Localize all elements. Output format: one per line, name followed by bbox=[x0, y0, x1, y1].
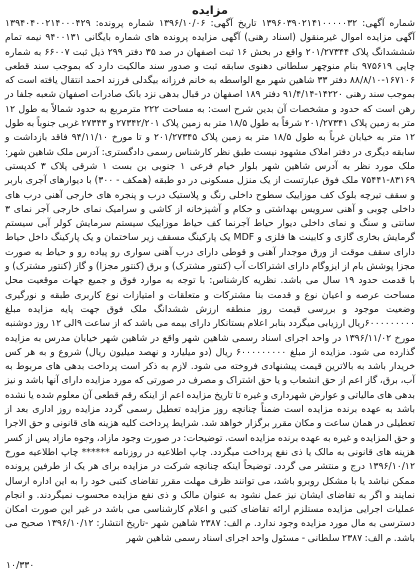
notice-title: مزایده bbox=[192, 3, 228, 17]
notice-body: شماره آگهی: ۱۳۹۶۰۳۹۰۲۱۴۱۰۰۰۰۰۳۲ تاریخ آگهی: ۱۳۹۶/۱۰/۰۶ شماره پرونده: ۱۳۹۴۰۴۰۰۲۱۴۰۰۰۴۲۹ آگهی مزایده اموال غیرمنقول (اسناد رهنی) آگهی مزایده پرونده های شماره بایگانی ۹۴۰۰۱۳۱ نیمه تمام شششدانگ پلاک ۲۰۱/۲۷۳۴۴ واقع در بخش ۱۶ ثبت اصفهان در صد ۳۵ دفتر ۲۹۹ ذیل ثبت ۶۶۰۰۷ به شماره چاپی ۹۷۵۶۱۹ بنام منوچهر سلطانی دهنوی سابقه ثبت و صدور سند مالکیت دارد که بموجب سند قطعی ۱۶۷۱۰۶-۸۸/۸/۱۰ دفتر ۳۳ شاهین شهر مع الواسطه به خانم فرزانه بیگدلی فرزند احمد انتقال یافته است که بموجب سند رهنی ۱۴۲۲۰-۹۱/۴/۱۴ دفتر ۱۸۹ اصفهان در قبال بدهی نزد بانک صادرات اصفهان شعبه جلفا در رهن است که حدود و مشخصات آن بدین شرح است: به مساحت ۲۲۲ مترمربع به حدود شمالاً به طول ۱۲ متر به زمین پلاک ۲۰۱/۲۷۳۴۱ شرقاً به طول ۱۸/۵ متر به زمین پلاک ۲۷۳۴۲/۲۰۱ و ۲۷۳۴۳ غربی جنوباً به طول ۱۲ متر به خیابان غرباً به طول ۱۸/۵ متر به زمین پلاک ۲۰۱/۲۷۳۴۵ و تا مورخ ۹۴/۱۱/۱۰ فاقد بازداشت و سابقه دیگری در دفتر املاک مشهود نیست طبق نظر کارشناس رسمی دادگستری: آدرس ملک شاهین شهر: ملک مورد نظر به آدرس شاهین شهر بلوار خیام فرعی ۱ جنوبی بن بست ۱ شرقی پلاک ۳ کدپستی ۸۳۱۶۹-۷۵۴۴۱ ملک فوق عبارتست از یک منزل مسکونی در دو طبقه (همکف - ۳۰۰) با دیوارهای آجری باربر و سقف تیرچه بلوک کف موزاییک سطوح داخلی رنگ و پلاستیک درب و پنجره های خارجی آهنی درب های داخلی چوبی و آهنی سرویس بهداشتی و حکام و آشپزخانه از کاشی و سرامیک نمای خارجی آجر نمای ۳ سانتی و سنگ و نمای داخلی دیوار حیاط آجرنما کف حیاط موزاییک سیستم سرمایش کولر آبی سیستم گرمایش بخاری گازی و کابینت ها فلزی و MDF یک پارکینگ مسقف زیر ساختمان و یک پارکینگ داخل حیاط دارای سقف موقت از ورق موجدار آهنی و قوطی دارای درب آهنی سواری رو پیاده رو و حیاط به صورت مجزا پوشش بام از ایزوگام دارای اشتراکات آب (کنتور مشترک) و برق (کنتور مجزا) و گاز (کنتور مشترک) و با قدمت حدود ۱۹ سال می باشد. نظریه کارشناس: با توجه به موارد فوق و جمیع جهات موقعیت محل مساحت عرصه و اعیان نوع و قدمت بنا مشترکات و متعلقات و امتیازات نوع کاربری طبقه و نورگیری وضعیت موجود و بررسی قیمت روز منطقه ارزش ششدانگ ملک فوق جهت پایه مزایده مبلغ ۶۰۰۰۰۰۰۰۰۰ریال ارزیابی میگردد بنابر اعلام بستانکار دارای بیمه می باشد که از ساعت ۹الی ۱۲ روز دوشنبه مورخ ۱۳۹۶/۱۱/۰۲ در واحد اجرای اسناد رسمی شاهین شهر واقع در شاهین شهر خیابان مدرس به مزایده گذارده می شود. مزایده از مبلغ ۶۰۰۰۰۰۰۰۰۰ ریال (دو میلیارد و نهصد میلیون ریال) شروع و به هر کس خریدار باشد به بالاترین قیمت پیشنهادی فروخته می شود. لازم به ذکر است پرداخت بدهی های مربوط به آب، برق، گاز اعم از حق انشعاب و یا حق اشتراک و مصرف در صورتی که مورد مزایده دارای آنها باشد و نیز بدهی های مالیاتی و عوارض شهرداری و غیره تا تاریخ مزایده اعم از اینکه رقم قطعی آن معلوم شده یا نشده باشد به عهده برنده مزایده است ضمناً چنانچه روز مزایده تعطیل رسمی گردد مزایده روز اداری بعد از تعطیلی در همان ساعت و مکان مقرر برگزار خواهد شد. شرایط پرداخت کلیه هزینه های قانونی و حق الاجرا و حق المزایده و غیره به عهده برنده مزایده است. توضیحات: در صورت وجود مازاد، وجوه مازاد پس از کسر هزینه های قانونی به مالک یا ذی نفع پرداخت میگردد. چاپ اطلاعیه در روزنامه ****** چاپ اطلاعیه مورخ ۱۳۹۶/۱۰/۱۲ درج و منتشر می گردد. توضیحاً اینکه چنانچه شرکت در مزایده برای هر یک از طرفین پرونده ممکن نباشد یا با مشکل روبرو باشد، می توانند ظرف مهلت مقرر تقاضای کتبی خود را به این اداره ارسال نمایند و اگر به تقاضای ایشان نیز عمل نشود به عنوان مالک و ذی نفع مزایده محسوب نمیگردند. و انجام عملیات اجرایی مزایده مستلزم ارائه تقاضای کتبی و اعلام کارشناسی می باشد در غیر این صورت امکان دسترسی به مال مورد مزایده وجود ندارد. م الف: ۲۳۸۷ شاهین شهر -تاریخ انتشار: ۱۳۹۶/۱۰/۱۲ صحیح می باشد. م الف: ۲۳۸۷ سلطانی - مسئول واحد اجرای اسناد رسمی شاهین شهر bbox=[5, 18, 416, 544]
notice-footer: ۱۰/۳۳۰ bbox=[6, 560, 35, 571]
